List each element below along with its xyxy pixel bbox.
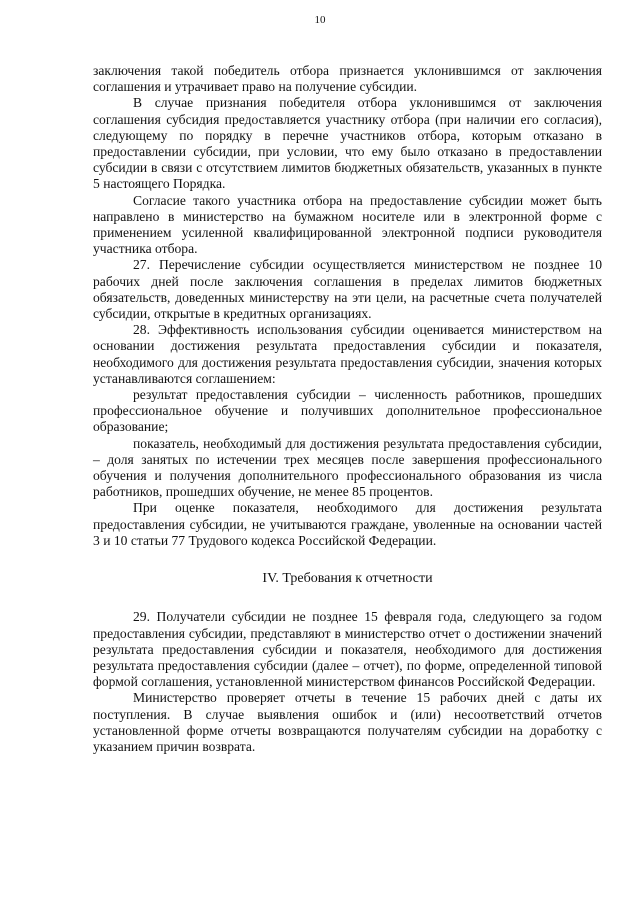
paragraph-4: 27. Перечисление субсидии осуществляется министерством не позднее 10 рабочих дней после заключения соглашения в пределах лимитов бюджетных обязательств, доведенных министерству на эти цели, на расчетные счета получателей субсидии, открытые в кредитных организациях. <box>93 257 602 322</box>
paragraph-9: 29. Получатели субсидии не позднее 15 февраля года, следующего за годом предоставления субсидии, представляют в министерство отчет о достижении значений результата предоставления субсидии и показателя, необходимого для достижения результата предоставления субсидии (далее – отчет), по форме, определенной типовой формой соглашения, установленной министерством финансов Российской Федерации. <box>93 609 602 690</box>
paragraph-3: Согласие такого участника отбора на предоставление субсидии может быть направлено в министерство на бумажном носителе или в электронной форме с применением усиленной квалифицированной электронной подписи руководителя участника отбора. <box>93 192 602 257</box>
paragraph-8: При оценке показателя, необходимого для достижения результата предоставления субсидии, не учитываются граждане, уволенные на основании частей 3 и 10 статьи 77 Трудового кодекса Российской Федерации. <box>93 500 602 548</box>
paragraph-2: В случае признания победителя отбора уклонившимся от заключения соглашения субсидия предоставляется участнику отбора (при наличии его согласия), следующему по порядку в перечне участников отбора, которым отказано в предоставлении субсидии, при условии, что ему было отказано в предоставлении субсидии в связи с отсутствием лимитов бюджетных обязательств, указанных в пункте 5 настоящего Порядка. <box>93 95 602 192</box>
paragraph-10: Министерство проверяет отчеты в течение 15 рабочих дней с даты их поступления. В случае выявления ошибок и (или) несоответствий отчетов установленной форме отчеты возвращаются получателям субсидии на доработку с указанием причин возврата. <box>93 690 602 754</box>
page-number: 10 <box>314 14 326 26</box>
paragraph-6: результат предоставления субсидии – численность работников, прошедших профессиональное обучение и получивших дополнительное профессиональное образование; <box>93 387 602 435</box>
paragraph-5: 28. Эффективность использования субсидии оценивается министерством на основании достижения результата предоставления субсидии и показателя, необходимого для достижения результата предоставления субсидии, значения которых устанавливаются соглашением: <box>93 322 602 386</box>
section-heading: IV. Требования к отчетности <box>262 571 433 587</box>
document-body <box>93 63 602 755</box>
paragraph-7: показатель, необходимый для достижения результата предоставления субсидии, – доля занятых по истечении трех месяцев после завершения профессионального обучения и получения дополнительного профессионального образования из числа работников, прошедших обучение, не менее 85 процентов. <box>93 435 602 500</box>
paragraph-1: заключения такой победитель отбора признается уклонившимся от заключения соглашения и утрачивает право на получение субсидии. <box>93 63 602 95</box>
